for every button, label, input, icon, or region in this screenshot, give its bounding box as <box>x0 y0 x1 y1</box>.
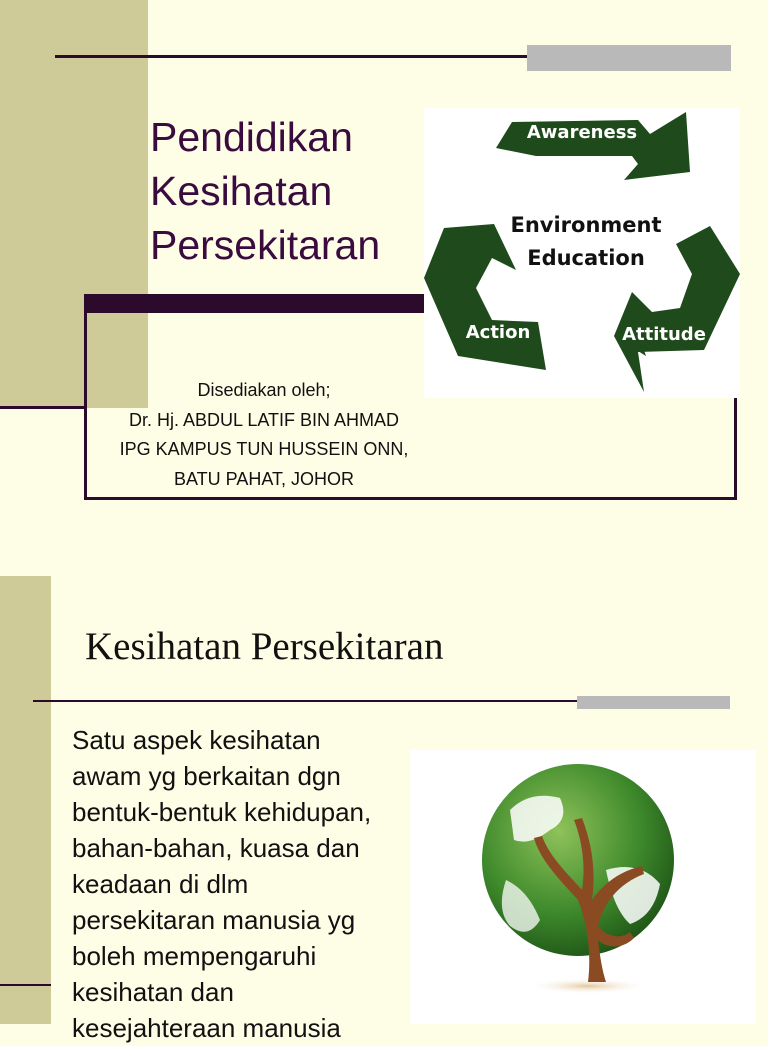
body-line: kesihatan dan <box>72 977 234 1007</box>
body-line: bahan-bahan, kuasa dan <box>72 833 360 863</box>
accent-bar <box>577 696 730 709</box>
slide-heading: Kesihatan Persekitaran <box>85 625 444 668</box>
title-line: Kesihatan <box>150 168 333 214</box>
attitude-label: Attitude <box>622 324 706 345</box>
center-label-line2: Education <box>527 246 645 270</box>
credits <box>84 376 444 494</box>
body-line: keadaan di dlm <box>72 869 249 899</box>
left-rule <box>0 984 51 986</box>
credit-line: IPG KAMPUS TUN HUSSEIN ONN, <box>119 439 409 459</box>
globe-tree-image <box>410 750 756 1024</box>
action-label: Action <box>465 322 531 343</box>
body-line: kesejahteraan manusia <box>72 1013 341 1043</box>
center-label-line1: Environment <box>510 213 662 237</box>
body-line: persekitaran manusia yg <box>72 905 356 935</box>
credit-line: Disediakan oleh; <box>197 380 331 400</box>
slide-content <box>0 576 768 1043</box>
recycle-arrows-icon <box>424 108 740 398</box>
body-line: boleh mempengaruhi <box>72 941 317 971</box>
awareness-label: Awareness <box>526 122 638 143</box>
title-line: Persekitaran <box>150 222 381 268</box>
accent-bar <box>527 45 731 71</box>
body-line: bentuk-bentuk kehidupan, <box>72 797 372 827</box>
title-line: Pendidikan <box>150 114 353 160</box>
credit-line: Dr. Hj. ABDUL LATIF BIN AHMAD <box>128 409 400 430</box>
left-rule <box>0 406 84 409</box>
sidebar-band <box>0 576 51 1024</box>
body-text <box>72 722 417 1046</box>
body-line: Satu aspek kesihatan <box>72 725 321 755</box>
slide-title-text <box>150 110 430 272</box>
globe-tree-icon <box>410 750 756 1024</box>
shadow <box>526 978 650 994</box>
body-line: awam yg berkaitan dgn <box>72 761 341 791</box>
environment-education-cycle-graphic <box>424 108 740 398</box>
credit-line: BATU PAHAT, JOHOR <box>173 468 355 489</box>
globe <box>482 764 674 956</box>
